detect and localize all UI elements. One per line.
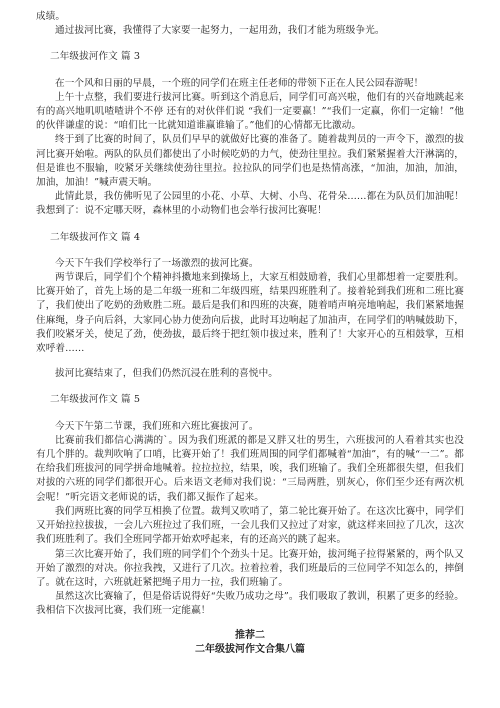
paragraph: 第三次比赛开始了，我们班的同学们个个劲头十足。比赛开始，拔河绳子拉得紧紧的，两个队又开始了激烈的对决。你拉我拽，又进行了几次。拉着拉着，我们班最后的三位同学不知怎么的，摔倒了。就在这时，六班就赶紧把绳子用力一拉，我们班输了。 bbox=[36, 548, 464, 588]
paragraph: 虽然这次比赛输了，但是俗话说得好“失败乃成功之母”。我们吸取了教训，积累了更多的经验。我相信下次拔河比赛，我们班一定能赢！ bbox=[36, 591, 464, 617]
paragraph: 今天下午第二节课，我们班和六班比赛拔河了。 bbox=[55, 420, 259, 432]
paragraph: 在一个风和日丽的早晨，一个班的同学们在班主任老师的带领下正在人民公园春游呢！ bbox=[55, 77, 424, 89]
recommendation-subtitle: 二年级拔河作文合集八篇 bbox=[195, 643, 305, 655]
paragraph: 我们两班比赛的同学互相换了位置。裁判又吹哨了，第二轮比赛开始了。在这次比赛中，同学们又开始拉拉拔拔，一会儿六班拉过了我们班，一会儿我们又拉过了对家，就这样来回拉了几次，这次我们班胜利了。我们全班同学都开始欢呼起来，有的还高兴的跳了起来。 bbox=[36, 505, 464, 546]
section-heading-4: 二年级拔河作文 篇 4 bbox=[50, 231, 141, 243]
paragraph: 今天下午我们学校举行了一场激烈的拔河比赛。 bbox=[55, 257, 259, 269]
paragraph-conclusion: 通过拔河比赛，我懂得了大家要一起努力，一起用劲，我们才能为班级争光。 bbox=[55, 25, 385, 37]
paragraph: 比赛前我们都信心满满的`。因为我们班派的都是又胖又壮的男生，六班拔河的人看着其实也没有几个胖的。裁判吹响了口哨，比赛开始了！我们班周围的同学们都喊着“加油”，有的喊“一二”。都在给我们班拔河的同学拼命地喊着。拉拉拉拉，结果，唉，我们班输了。我们全班都很失望，但我们对拔的六班的同学们都很开心。后来语文老师对我们说：“三局两胜，别灰心，你们至少还有两次机会呢！”听完语文老师说的话，我们都又振作了起来。 bbox=[36, 434, 464, 503]
recommendation-title: 推荐二 bbox=[235, 629, 265, 641]
paragraph-continuation: 成绩。 bbox=[36, 11, 66, 22]
section-heading-5: 二年级拔河作文 篇 5 bbox=[50, 394, 141, 406]
section-heading-3: 二年级拔河作文 篇 3 bbox=[50, 51, 141, 63]
paragraph: 终于到了比赛的时间了，队员们早早的就做好比赛的准备了。随着裁判员的一声令下，激烈的拔河比赛开始啦。两队的队员们都使出了小时候吃奶的力气，使劲往里拉。我们紧紧握着大汗淋漓的，但是谁也不服输，咬紧牙关继续使劲往里拉。拉拉队的同学们也是热情高涨，“加油，加油，加油，加油，加油！”喊声震天响。 bbox=[36, 134, 464, 189]
paragraph: 上午十点整，我们要进行拔河比赛。听到这个消息后，同学们可高兴啦，他们有的兴奋地跳起来有的高兴地叽叽喳喳讲个不停 还有的对伙伴们说 “我们一定要赢！”“我们一定赢，你们一定输！”他的伙伴谦虚的说：“咱们比一比就知道谁赢谁输了。”他们的心情都无比激动。 bbox=[36, 91, 464, 132]
paragraph: 两节课后，同学们个个精神抖擞地来到操场上，大家互相鼓励着，我们心里都想着一定要胜利。比赛开始了，首先上场的是二年级一班和二年级四班，结果四班胜利了。接着轮到我们班和二班比赛了，我们使出了吃奶的劲败胜二班。最后是我们和四班的决赛，随着哨声响亮地响起，我们紧紧地握住麻绳，身子向后斜，大家同心协力使劲向后拔，此时耳边响起了加油声，在同学们的呐喊鼓助下，我们咬紧牙关，使足了劲，使劲拔，最后终于把红领巾拔过来，胜利了！大家开心的互相鼓掌，互相欢呼着…… bbox=[36, 272, 464, 355]
spacer bbox=[36, 356, 464, 367]
paragraph: 拔河比赛结束了，但我们仍然沉浸在胜利的喜悦中。 bbox=[55, 368, 278, 380]
paragraph: 此情此景，我仿佛听见了公园里的小花、小草、大树、小鸟、花骨朵……都在为队员们加油呢！我想到了：说不定哪天呀，森林里的小动物们也会举行拔河比赛呢！ bbox=[36, 191, 464, 217]
